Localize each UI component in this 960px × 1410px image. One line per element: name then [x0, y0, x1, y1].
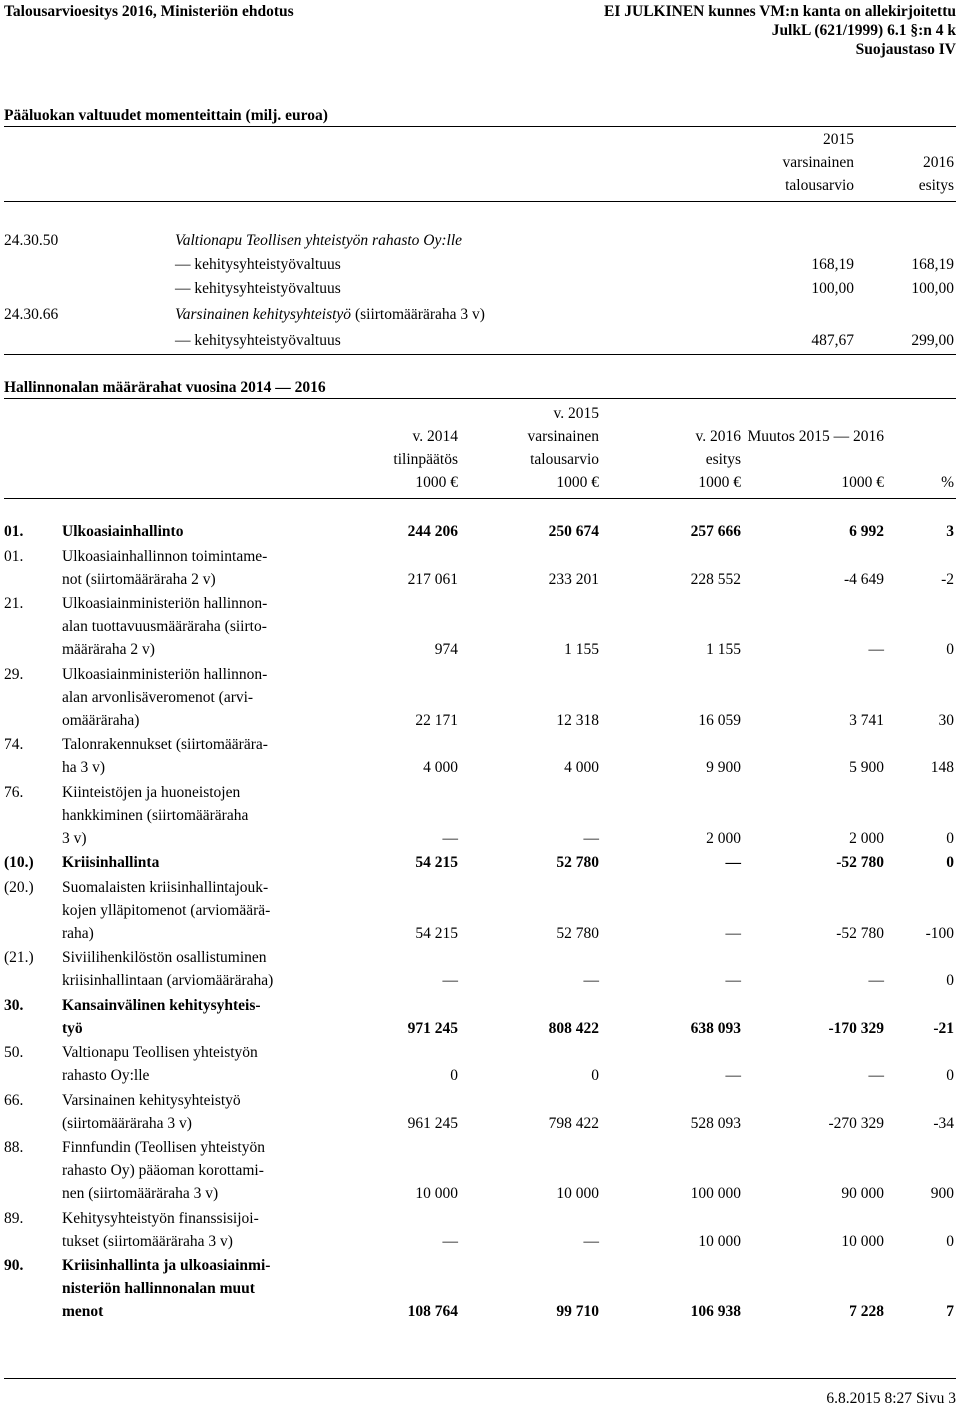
section2-top-rule: [4, 398, 956, 399]
row-code: (10.): [4, 854, 34, 871]
value-percent: -100: [925, 924, 954, 942]
col1-head-line3: talousarvio: [785, 177, 854, 194]
value-2014: 108 764: [407, 1303, 458, 1320]
law-reference: JulkL (621/1999) 6.1 §:n 4 k: [771, 22, 956, 39]
value-percent: 148: [930, 759, 954, 776]
authority-value-2016: 168,19: [911, 256, 954, 273]
authority-label: — kehitysyhteistyövaltuus: [175, 280, 341, 297]
value-2015: 0: [591, 1067, 599, 1084]
row-description: Ulkoasiainhallinto: [62, 523, 184, 540]
value-2016: —: [725, 924, 741, 942]
security-level: Suojaustaso IV: [855, 41, 956, 58]
value-percent: 0: [946, 829, 954, 847]
authority-label: — kehitysyhteistyövaltuus: [175, 256, 341, 273]
value-change: 3 741: [849, 711, 884, 729]
row-code: 50.: [4, 1044, 24, 1061]
section2-head-rule: [4, 498, 956, 499]
row-description: Finnfundin (Teollisen yhteistyön rahasto Oy) pääoman korottami- nen (siirtomääräraha 3 v): [62, 1139, 265, 1202]
value-2016: 100 000: [690, 1185, 741, 1202]
value-change: —: [868, 641, 884, 658]
col-2015-head: v. 2015 varsinainen talousarvio 1000 €: [527, 405, 599, 491]
value-2015: 52 780: [556, 924, 599, 942]
row-code: (20.): [4, 878, 34, 896]
section1-title: Pääluokan valtuudet momenteittain (milj. euroa): [4, 107, 328, 124]
value-2016: 528 093: [690, 1114, 741, 1132]
section1-head-rule: [4, 201, 956, 202]
value-2015: —: [583, 972, 599, 989]
moment-code: 24.30.66: [4, 306, 59, 323]
row-description: Talonrakennukset (siirtomäärära- ha 3 v): [62, 736, 268, 776]
value-percent: 0: [946, 641, 954, 658]
col2-head-line2: esitys: [918, 177, 954, 194]
value-2016: 106 938: [690, 1303, 741, 1320]
row-code: 01.: [4, 523, 24, 540]
value-2016: 2 000: [706, 829, 741, 847]
section1-col2-head: [919, 151, 954, 197]
value-2016: —: [725, 972, 741, 989]
value-change: 2 000: [849, 829, 884, 847]
value-percent: 0: [946, 972, 954, 989]
footer-datetime: 6.8.2015 8:27: [826, 1390, 913, 1407]
col-2014-head: v. 2014 tilinpäätös 1000 €: [393, 428, 458, 491]
value-2016: 9 900: [706, 759, 741, 776]
value-change: 5 900: [849, 759, 884, 776]
value-percent: 30: [938, 711, 954, 729]
row-description: Siviilihenkilöstön osallistuminen kriisinhallintaan (arviomääräraha): [62, 949, 274, 989]
value-2015: 4 000: [564, 759, 599, 776]
moment-code: 24.30.50: [4, 232, 59, 249]
col-change-head: Muutos 2015 — 2016 1000 €: [747, 428, 884, 491]
value-2015: 808 422: [548, 1019, 599, 1037]
value-change: 90 000: [841, 1185, 884, 1202]
document-title: Talousarvioesitys 2016, Ministeriön ehdotus: [4, 3, 294, 20]
value-2014: 10 000: [415, 1185, 458, 1202]
moment-title: [175, 303, 485, 326]
value-2014: 54 215: [415, 854, 458, 871]
row-description: Ulkoasiainministeriön hallinnon- alan arvonlisäveromenot (arvi- omääräraha): [62, 665, 268, 729]
row-description: Suomalaisten kriisinhallintajouk- kojen ylläpitomenot (arviomäärä- raha): [62, 878, 271, 942]
value-2015: 99 710: [556, 1303, 599, 1320]
row-code: 29.: [4, 665, 24, 683]
value-2015: 10 000: [556, 1185, 599, 1202]
value-2014: —: [442, 1232, 458, 1250]
value-2014: 4 000: [423, 759, 458, 776]
authority-value-2015: 100,00: [811, 280, 854, 297]
value-change: -52 780: [836, 854, 884, 871]
value-2014: 54 215: [415, 924, 458, 942]
value-percent: -21: [933, 1019, 954, 1037]
footer: [826, 1387, 956, 1410]
value-2015: 52 780: [556, 854, 599, 871]
value-2015: —: [583, 1232, 599, 1250]
authority-value-2016: 100,00: [911, 280, 954, 297]
value-2016: 1 155: [706, 641, 741, 658]
value-2015: —: [583, 829, 599, 847]
row-description: Ulkoasiainhallinnon toimintame- not (siirtomääräraha 2 v): [62, 547, 268, 588]
col-percent-head: %: [941, 474, 954, 491]
authority-label: — kehitysyhteistyövaltuus: [175, 332, 341, 349]
row-description: Kehitysyhteistyön finanssisijoi- tukset (siirtomääräraha 3 v): [62, 1209, 259, 1250]
section1-top-rule: [4, 126, 956, 127]
row-description: Valtionapu Teollisen yhteistyön rahasto Oy:lle: [62, 1044, 258, 1084]
value-percent: -34: [933, 1114, 954, 1132]
value-2014: 971 245: [407, 1019, 458, 1037]
moment-title-suffix: (siirtomääräraha 3 v): [351, 306, 485, 323]
value-percent: 0: [946, 854, 954, 871]
value-2014: 961 245: [407, 1114, 458, 1132]
row-code: 76.: [4, 783, 24, 801]
row-code: 89.: [4, 1209, 24, 1227]
value-change: 7 228: [849, 1303, 884, 1320]
moment-title-main: Varsinainen kehitysyhteistyö: [175, 306, 352, 323]
row-code: 66.: [4, 1091, 24, 1109]
section2-title: Hallinnonalan määrärahat vuosina 2014 — 2016: [4, 379, 326, 396]
value-2014: 22 171: [415, 711, 458, 729]
row-description: Kiinteistöjen ja huoneistojen hankkiminen (siirtomääräraha 3 v): [62, 783, 249, 847]
row-code: (21.): [4, 949, 34, 966]
row-code: 74.: [4, 736, 24, 753]
row-description: Kriisinhallinta ja ulkoasiainmi- nisteriön hallinnonalan muut menot: [62, 1257, 271, 1320]
value-2016: 257 666: [690, 523, 741, 540]
authority-value-2015: 168,19: [811, 256, 854, 273]
value-percent: 7: [946, 1303, 954, 1320]
value-2015: 233 201: [548, 570, 599, 588]
moment-title: Valtionapu Teollisen yhteistyön rahasto Oy:lle: [175, 232, 463, 249]
value-change: 6 992: [849, 523, 884, 540]
row-description: Varsinainen kehitysyhteistyö (siirtomääräraha 3 v): [62, 1091, 241, 1132]
value-2014: 0: [450, 1067, 458, 1084]
row-description: Ulkoasiainministeriön hallinnon- alan tuottavuusmääräraha (siirto- määräraha 2 v): [62, 595, 268, 658]
value-percent: -2: [941, 570, 954, 588]
value-2016: —: [725, 1067, 741, 1084]
row-code: 88.: [4, 1139, 24, 1156]
value-percent: 3: [946, 523, 954, 540]
value-change: -52 780: [836, 924, 884, 942]
value-2014: —: [442, 972, 458, 989]
authority-value-2015: 487,67: [811, 332, 854, 349]
value-change: 10 000: [841, 1232, 884, 1250]
row-description: Kansainvälinen kehitysyhteis- työ: [62, 996, 261, 1037]
section1-bottom-rule: [4, 354, 956, 355]
value-2014: —: [442, 829, 458, 847]
col-2016-head: v. 2016 esitys 1000 €: [695, 428, 741, 491]
footer-rule: [4, 1378, 956, 1379]
confidentiality-note: EI JULKINEN kunnes VM:n kanta on allekirjoitettu: [604, 3, 956, 20]
value-2016: 638 093: [690, 1019, 741, 1037]
row-code: 30.: [4, 996, 24, 1014]
value-change: -270 329: [828, 1114, 884, 1132]
value-2015: 798 422: [548, 1114, 599, 1132]
value-2014: 974: [434, 641, 458, 658]
value-change: —: [868, 972, 884, 989]
row-description: Kriisinhallinta: [62, 854, 160, 871]
value-change: -170 329: [828, 1019, 884, 1037]
value-2014: 244 206: [407, 523, 458, 540]
section1-col1-head: [783, 128, 854, 197]
row-code: 21.: [4, 595, 24, 612]
value-2016: 228 552: [690, 570, 741, 588]
value-percent: 0: [946, 1232, 954, 1250]
value-2015: 12 318: [556, 711, 599, 729]
footer-page: Sivu 3: [915, 1390, 956, 1407]
value-2016: 16 059: [698, 711, 741, 729]
value-2015: 250 674: [548, 523, 599, 540]
row-code: 90.: [4, 1257, 24, 1274]
value-2016: 10 000: [698, 1232, 741, 1250]
col1-head-line2: varsinainen: [782, 154, 854, 171]
col1-head-line1: 2015: [823, 131, 854, 148]
authority-value-2016: 299,00: [911, 332, 954, 349]
value-change: —: [868, 1067, 884, 1084]
value-2016: —: [725, 854, 741, 871]
value-change: -4 649: [843, 570, 884, 588]
value-percent: 900: [930, 1185, 954, 1202]
value-2015: 1 155: [564, 641, 599, 658]
value-2014: 217 061: [407, 570, 458, 588]
col2-head-line1: 2016: [923, 154, 954, 171]
row-code: 01.: [4, 547, 24, 565]
value-percent: 0: [946, 1067, 954, 1084]
